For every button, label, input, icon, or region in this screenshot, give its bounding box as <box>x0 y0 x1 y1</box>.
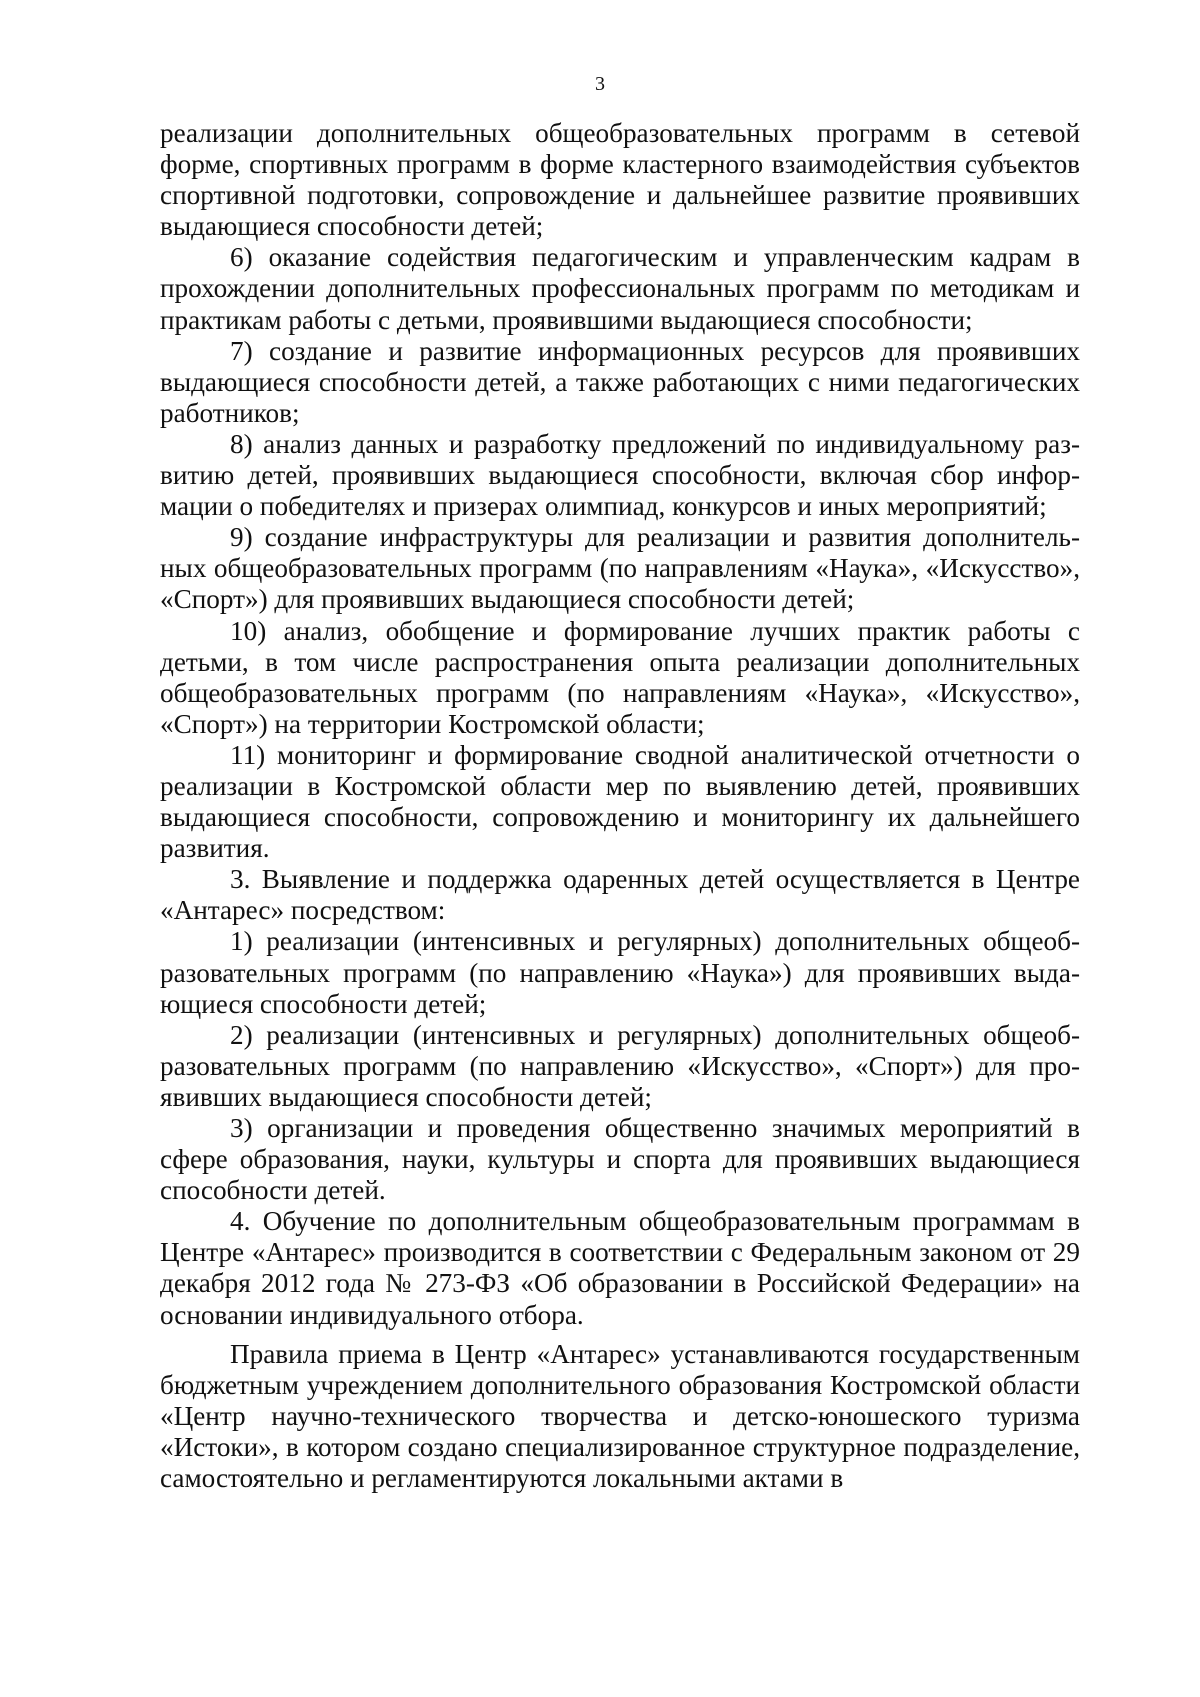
section-3-item-1: 1) реализации (интенсивных и регулярных) дополнительных общеобразовательных программ (по направлению «Наука») для проявивших выдающиеся способности детей; <box>160 926 1080 1019</box>
section-3-item-3: 3) организации и проведения общественно значимых мероприятий в сфере образования, науки, культуры и спорта для проявивших выдающиеся способности детей. <box>160 1113 1080 1206</box>
list-item-7: 7) создание и развитие информационных ресурсов для проявивших выдающиеся способности детей, а также работающих с ними педагогических работников; <box>160 335 1080 428</box>
section-4-paragraph: 4. Обучение по дополнительным общеобразовательным программам в Центре «Антарес» производится в соответствии с Федеральным законом от 29 декабря 2012 года № 273-ФЗ «Об образовании в Российской Федерации» на основании индивидуального отбора. <box>160 1206 1080 1330</box>
paragraph-continuation: реализации дополнительных общеобразовательных программ в сетевой форме, спортивных программ в форме кластерного взаимодействия субъектов спортивной подготовки, сопровождение и дальнейшее развитие проявивших выдающиеся способности детей; <box>160 118 1080 242</box>
admission-rules-paragraph: Правила приема в Центр «Антарес» устанавливаются государственным бюджетным учреждением дополнительного образования Костромской области «Центр научно-технического творчества и детско-юношеского туризма «Истоки», в котором создано специализированное структурное подразделение, самостоятельно и регламентируются локальными актами в <box>160 1338 1080 1494</box>
section-3-item-2: 2) реализации (интенсивных и регулярных) дополнительных общеобразовательных программ (по направлению «Искусство», «Спорт») для проявивших выдающиеся способности детей; <box>160 1019 1080 1112</box>
page-number: 3 <box>595 73 605 95</box>
section-3-intro: 3. Выявление и поддержка одаренных детей осуществляется в Центре «Антарес» посредством: <box>160 864 1080 926</box>
document-body <box>160 118 1080 1494</box>
list-item-9: 9) создание инфраструктуры для реализации и развития дополнительных общеобразовательных программ (по направлениям «Наука», «Искусство», «Спорт») для проявивших выдающиеся способности детей; <box>160 522 1080 615</box>
list-item-11: 11) мониторинг и формирование сводной аналитической отчетности о реализации в Костромской области мер по выявлению детей, проявивших выдающиеся способности, сопровождению и мониторингу их дальнейшего развития. <box>160 739 1080 864</box>
list-item-10: 10) анализ, обобщение и формирование лучших практик работы с детьми, в том числе распространения опыта реализации дополнительных общеобразовательных программ (по направлениям «Наука», «Искусство», «Спорт») на территории Костромской области; <box>160 615 1080 739</box>
list-item-8: 8) анализ данных и разработку предложений по индивидуальному развитию детей, проявивших выдающиеся способности, включая сбор информации о победителях и призерах олимпиад, конкурсов и иных мероприятий; <box>160 428 1080 522</box>
list-item-6: 6) оказание содействия педагогическим и управленческим кадрам в прохождении дополнительных профессиональных программ по методикам и практикам работы с детьми, проявившими выдающиеся способности; <box>160 242 1080 335</box>
